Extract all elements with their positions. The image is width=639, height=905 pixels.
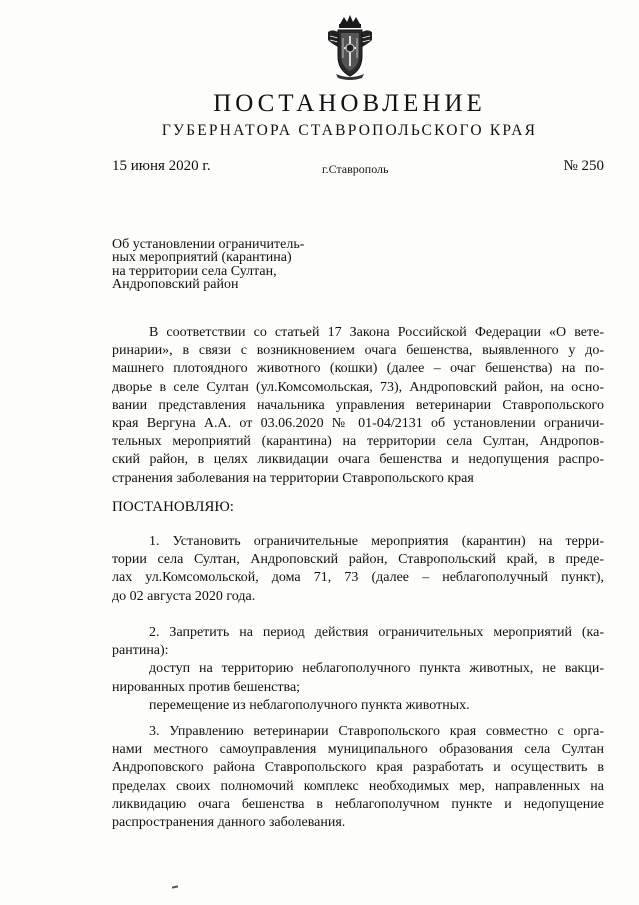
text-line: дворье в селе Султан (ул.Комсомольская, 73), Андроповский район, на осно- [112,379,604,395]
text-line: Андроповского района Ставропольского края разработать и осуществить в [112,760,604,776]
text-line: края Вергуна А.А. от 03.06.2020 № 01-04/2131 об установлении ограничи- [112,415,604,431]
text-line: машнего плотоядного животного (кошки) (далее – очаг бешенства) на по- [112,361,604,377]
preamble-paragraph [112,324,604,488]
stavropol-coat-of-arms-icon [326,14,374,82]
text-line: 1. Установить ограничительные мероприятия (карантин) на терри- [149,534,604,549]
text-line: тельных мероприятий (карантина) на территории села Султан, Андропов- [112,434,604,450]
subject-line: на территории села Султан, [112,263,277,279]
item-3-paragraph [112,723,604,832]
text-line: тории села Султан, Андроповский район, Ставропольский край, в преде- [112,552,604,568]
document-date: 15 июня 2020 г. [112,158,211,174]
text-line: нами местного самоуправления муниципального образования села Султан [112,742,604,758]
text-line: рантина): [112,643,169,659]
scan-mark [172,885,178,888]
text-line: пределах своих полномочий комплекс необходимых мер, направленных на [112,778,604,794]
subject-line: Андроповский район [112,277,239,293]
text-line: распространения данного заболевания. [112,814,346,830]
subject-line: ных мероприятий (карантина) [112,250,292,266]
resolve-heading: ПОСТАНОВЛЯЮ: [112,499,234,515]
text-line: ринарии», в связи с возникновением очага бешенства, выявленного у до- [112,343,604,359]
text-line: ликвидацию очага бешенства в неблагополучном пункте и недопущение [112,796,604,812]
document-subject [112,238,304,292]
text-line: 3. Управлению ветеринарии Ставропольского края совместно с орга- [149,724,604,739]
document-city: г.Ставрополь [322,162,389,176]
item-2-paragraph [112,624,604,715]
text-line: странения заболевания на территории Ставропольского края [112,470,474,486]
item-1-paragraph [112,533,604,606]
document-subtitle: ГУБЕРНАТОРА СТАВРОПОЛЬСКОГО КРАЯ [161,122,538,139]
text-line: 2. Запретить на период действия ограничительных мероприятий (ка- [149,625,604,640]
text-line: доступ на территорию неблагополучного пункта животных, не вакци- [149,661,604,677]
text-line: В соответствии со статьей 17 Закона Российской Федерации «О вете- [149,325,604,340]
text-line: вании представления начальника управления ветеринарии Ставропольского [112,397,604,413]
subject-line: Об установлении ограничитель- [112,237,305,252]
text-line: перемещение из неблагополучного пункта животных. [149,697,470,713]
text-line: до 02 августа 2020 года. [112,588,256,604]
document-number: № 250 [563,158,604,174]
text-line: ский район, в целях ликвидации очага бешенства и недопущения распро- [112,452,604,468]
text-line: нированных против бешенства; [112,679,301,695]
text-line: лах ул.Комсомольской, дома 71, 73 (далее – неблагополучный пункт), [112,570,604,586]
document-title: ПОСТАНОВЛЕНИЕ [213,90,486,117]
